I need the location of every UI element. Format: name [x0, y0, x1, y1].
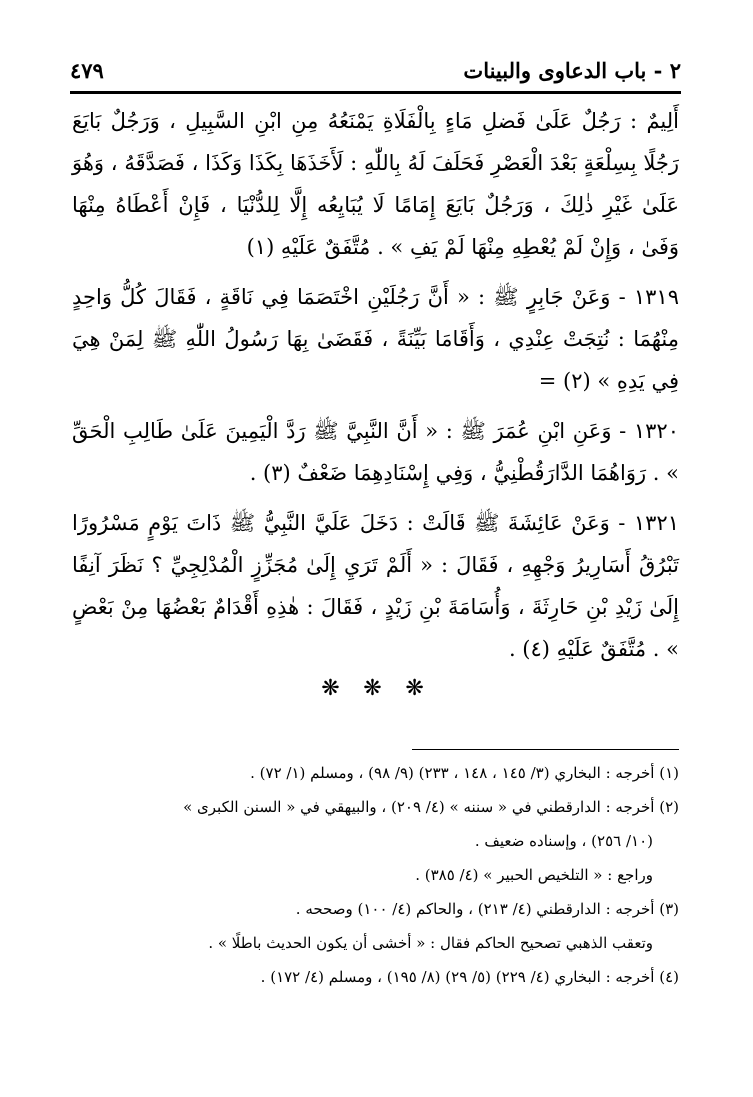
hadith-1319: ١٣١٩ - وَعَنْ جَابِرٍ ﷺ : « أَنَّ رَجُلَيْنِ اخْتَصَمَا فِي نَاقَةٍ ، فَقَالَ كُلُّ وَاحِدٍ مِنْهُمَا : نُتِجَتْ عِنْدِي ، وَأَقَامَا بَيِّنَةً ، فَقَضَىٰ بِهَا رَسُولُ اللّٰهِ ﷺ لِمَنْ هِيَ فِي يَدِهِ » (٢) =	[72, 285, 679, 393]
footnote-rule	[412, 749, 679, 750]
section-separator: ❋ ❋ ❋	[321, 676, 432, 701]
running-header	[70, 58, 681, 92]
chapter-title: ٢ - باب الدعاوى والبينات	[463, 58, 681, 83]
footnotes	[72, 756, 679, 994]
hadith-1321: ١٣٢١ - وَعَنْ عَائِشَةَ ﷺ قَالَتْ : دَخَلَ عَلَيَّ النَّبِيُّ ﷺ ذَاتَ يَوْمٍ مَسْرُورًا تَبْرُقُ أَسَارِيرُ وَجْهِهِ ، فَقَالَ : « أَلَمْ تَرَيِ إِلَىٰ مُجَزِّزٍ الْمُدْلِجِيِّ ؟ نَظَرَ آنِفًا إِلَىٰ زَيْدِ بْنِ حَارِثَةَ ، وَأُسَامَةَ بْنِ زَيْدٍ ، فَقَالَ : هٰذِهِ أَقْدَامٌ بَعْضُهَا مِنْ بَعْضٍ » . مُتَّفَقٌ عَلَيْهِ (٤) .	[72, 511, 679, 661]
footnote-line: (٣) أخرجه : الدارقطني (٤/ ٢١٣) ، والحاكم (٤/ ١٠٠) وصححه .	[295, 900, 679, 918]
footnote-line: (٢) أخرجه : الدارقطني في « سننه » (٤/ ٢٠٩) ، والبيهقي في « السنن الكبرى »	[183, 798, 679, 816]
page-number: ٤٧٩	[70, 58, 104, 83]
footnote-line: وراجع : « التلخيص الحبير » (٤/ ٣٨٥) .	[415, 866, 653, 884]
paragraph-continuation: أَلِيمٌ : رَجُلٌ عَلَىٰ فَضلِ مَاءٍ بِالْفَلَاةِ يَمْنَعُهُ مِنِ ابْنِ السَّبِيلِ ، وَرَجُلٌ بَايَعَ رَجُلًا بِسِلْعَةٍ بَعْدَ الْعَصْرِ فَحَلَفَ لَهُ بِاللّٰهِ : لَأَخَذَهَا بِكَذَا وَكَذَا ، فَصَدَّقَهُ ، وَهُوَ عَلَىٰ غَيْرِ ذٰلِكَ ، وَرَجُلٌ بَايَعَ إِمَامًا لَا يُبَايِعُه إِلَّا لِلدُّنْيَا ، فَإِنْ أَعْطَاهُ مِنْهَا وَفَىٰ ، وَإِنْ لَمْ يُعْطِهِ مِنْهَا لَمْ يَفِ » . مُتَّفَقٌ عَلَيْهِ (١)	[72, 109, 679, 259]
footnote-line: (١٠/ ٢٥٦) ، وإسناده ضعيف .	[474, 832, 653, 850]
header-rule	[70, 91, 681, 94]
footnote-line: (١) أخرجه : البخاري (٣/ ١٤٥ ، ١٤٨ ، ٢٣٣) (٩/ ٩٨) ، ومسلم (١/ ٧٢) .	[250, 764, 679, 782]
footnote-line: وتعقب الذهبي تصحيح الحاكم فقال : « أخشى أن يكون الحديث باطلًا » .	[208, 934, 653, 952]
footnote-line: (٤) أخرجه : البخاري (٤/ ٢٢٩) (٥/ ٢٩) (٨/ ١٩٥) ، ومسلم (٤/ ١٧٢) .	[260, 968, 679, 986]
hadith-1320: ١٣٢٠ - وَعَنِ ابْنِ عُمَرَ ﷺ : « أَنَّ النَّبِيَّ ﷺ رَدَّ الْيَمِينَ عَلَىٰ طَالِبِ الْحَقِّ » . رَوَاهُمَا الدَّارَقُطْنِيُّ ، وَفِي إِسْنَادِهِمَا ضَعْفٌ (٣) .	[72, 419, 679, 485]
main-text	[72, 100, 679, 670]
